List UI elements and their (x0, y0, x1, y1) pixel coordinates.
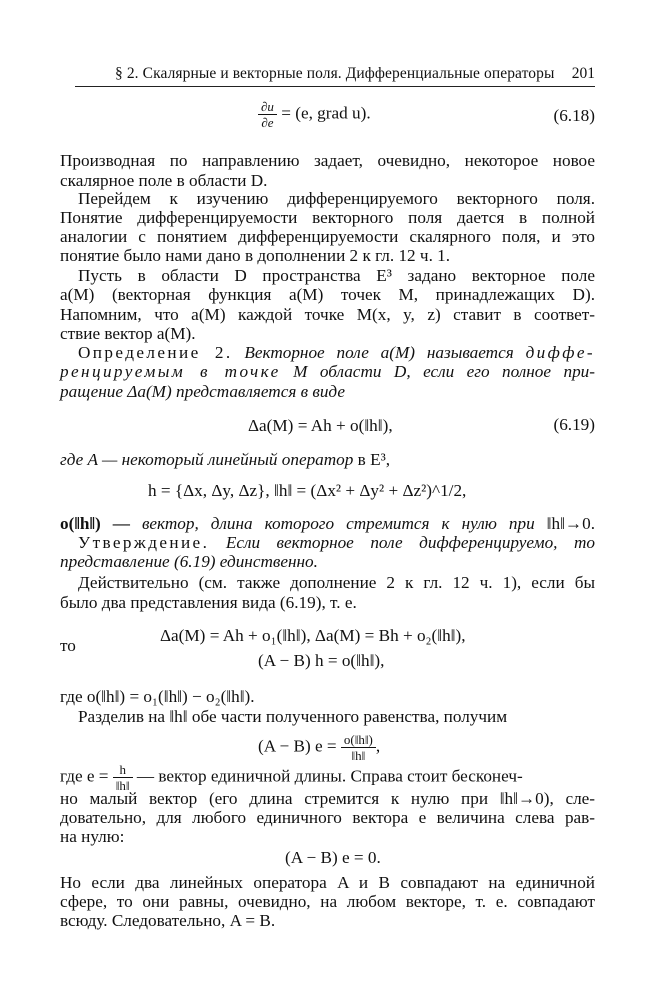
header-title: § 2. Скалярные и векторные поля. Дифференциальные операторы (115, 65, 555, 82)
statement-label: Утверждение. (78, 533, 210, 552)
paragraph-line: a(M) (векторная функция a(M) точек M, принадлежащих D). (60, 285, 595, 304)
page-number: 201 (571, 65, 595, 82)
definition-line: Определение 2. Векторное поле a(M) называется диффе- (78, 343, 596, 362)
running-header (75, 64, 595, 87)
definition-line: ращение Δa(M) представляется в виде (60, 382, 345, 401)
equation-6-18: $\frac{\partial u}{\partial e}$ = (e, grad u). (258, 99, 371, 130)
statement-line: Утверждение. Если векторное поле дифференцируемо, то (78, 533, 596, 552)
paragraph-line: аналогии с понятием дифференцируемости скалярного поля, и это (60, 227, 595, 246)
where-o-line: где o(‖h‖) = o₁(‖h‖) − o₂(‖h‖). (60, 687, 255, 706)
word-to: то (60, 636, 76, 655)
paragraph-line: Напомним, что a(M) каждой точке M(x, y, z) ставит в соответ- (60, 305, 595, 324)
paragraph-line: всюду. Следовательно, A = B. (60, 911, 276, 930)
paragraph-line: Понятие дифференцируемости векторного поля дается в полной (60, 208, 595, 227)
equation-h: h = {Δx, Δy, Δz}, ‖h‖ = (Δx² + Δy² + Δz²)^1/2, (148, 481, 467, 500)
paragraph-line: Действительно (см. также дополнение 2 к гл. 12 ч. 1), если бы (78, 573, 595, 592)
paragraph-line: на нулю: (60, 827, 125, 846)
equation-two-representations: Δa(M) = Ah + o₁(‖h‖), Δa(M) = Bh + o₂(‖h‖), (160, 626, 466, 645)
equation-zero: (A − B) e = 0. (285, 848, 381, 867)
definition-label: Определение 2. (78, 343, 233, 362)
paragraph-line: ствие вектор a(M). (60, 324, 196, 343)
paragraph-line: Но если два линейных оператора A и B совпадают на единичной (60, 873, 595, 892)
paragraph-line: сфере, то они равны, очевидно, на любом векторе, т. е. совпадают (60, 892, 595, 911)
statement-line: представление (6.19) единственно. (60, 552, 318, 571)
equation-number: (6.18) (553, 106, 595, 125)
fraction: $\frac{o(‖h‖)}{‖h‖}$ (341, 732, 376, 763)
paragraph-line: но малый вектор (его длина стремится к нулю при ‖h‖→0), сле- (60, 789, 595, 808)
paragraph-line: Перейдем к изучению дифференцируемого векторного поля. (78, 189, 595, 208)
fraction: $\frac{\partial u}{\partial e}$ (258, 99, 277, 130)
equation-division: (A − B) e = $\frac{o(‖h‖)}{‖h‖}$ , (258, 732, 381, 763)
paragraph-line: Производная по направлению задает, очевидно, некоторое новое (60, 151, 595, 170)
where-e-line: где e = $\frac{h}{‖h‖}$ — вектор единичной длины. Справа стоит бесконеч- (60, 762, 523, 793)
equation-number: (6.19) (553, 415, 595, 434)
equation-6-19: Δa(M) = Ah + o(‖h‖), (248, 416, 393, 435)
paragraph-line: Пусть в области D пространства E³ задано векторное поле (78, 266, 595, 285)
paragraph-line: довательно, для любого единичного вектора e величина слева рав- (60, 808, 595, 827)
definition-line: ренцируемым в точке M области D, если его полное при- (60, 362, 595, 381)
paragraph-line: скалярное поле в области D. (60, 171, 268, 190)
paragraph-line: понятие было нами дано в дополнении 2 к гл. 12 ч. 1. (60, 246, 451, 265)
fraction: $\frac{h}{‖h‖}$ (113, 762, 133, 793)
paragraph-line: Разделив на ‖h‖ обе части полученного равенства, получим (78, 707, 508, 726)
o-definition-line: o(‖h‖) — вектор, длина которого стремится к нулю при ‖h‖→0. (60, 514, 595, 533)
where-a-line: где A — некоторый линейный оператор в E³, (60, 450, 391, 469)
equation-difference: (A − B) h = o(‖h‖), (258, 651, 385, 670)
paragraph-line: было два представления вида (6.19), т. е. (60, 593, 357, 612)
